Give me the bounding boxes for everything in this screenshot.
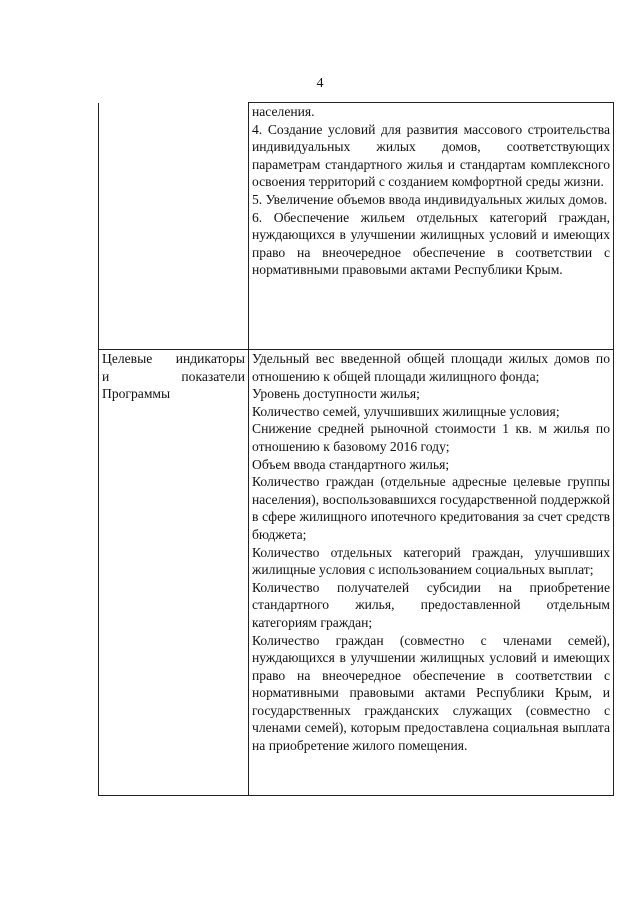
label-word: и	[102, 368, 110, 384]
label-line	[102, 350, 245, 368]
list-item: населения.	[252, 104, 315, 119]
content-cell-tasks	[249, 103, 614, 350]
label-cell-indicators	[99, 350, 249, 796]
list-item: Удельный вес введенной общей площади жилых домов по отношению к общей площади жилищного фонда;	[252, 351, 610, 384]
list-item: Количество отдельных категорий граждан, улучшивших жилищные условия с использованием социальных выплат;	[252, 544, 610, 578]
list-item: Количество граждан (совместно с членами семей), нуждающихся в улучшении жилищных условий и имеющих право на внеочередное обеспечение в соответствии с нормативными правовыми актами Республики Крым, и государственных гражданских служащих (совместно с членами семей), которым предоставлена социальная выплата на приобретение жилого помещения.	[252, 632, 610, 754]
label-word: показатели	[181, 368, 245, 384]
label-word: индикаторы	[175, 351, 245, 366]
list-item: 4. Создание условий для развития массового строительства индивидуальных жилых домов, соответствующих параметрам стандартного жилья и стандартам комплексного освоения территорий с созданием комфортной среды жизни.	[252, 121, 610, 190]
label-word: Целевые	[102, 351, 153, 366]
list-item: 6. Обеспечение жильем отдельных категорий граждан, нуждающихся в улучшении жилищных условий и имеющих право на внеочередное обеспечение в соответствии с нормативными правовыми актами Республики Крым.	[252, 209, 610, 278]
content-cell-indicators	[249, 350, 614, 796]
list-item: Объем ввода стандартного жилья;	[252, 456, 450, 472]
table-row-indicators	[99, 350, 614, 796]
list-item: Количество получателей субсидии на приобретение стандартного жилья, предоставленной отдельным категориям граждан;	[252, 579, 610, 630]
list-item: Снижение средней рыночной стоимости 1 кв. м жилья по отношению к базовому 2016 году;	[252, 421, 610, 454]
label-line	[102, 368, 245, 386]
label-line: Программы	[102, 386, 171, 402]
page-number: 4	[316, 76, 324, 91]
program-passport-table	[98, 102, 614, 796]
list-item: 5. Увеличение объемов ввода индивидуальных жилых домов.	[252, 191, 608, 207]
table-row-continuation	[99, 103, 614, 350]
list-item: Количество семей, улучшивших жилищные условия;	[252, 403, 560, 419]
list-item: Количество граждан (отдельные адресные целевые группы населения), воспользовавшихся государственной поддержкой в сфере жилищного ипотечного кредитования за счет средств бюджета;	[252, 474, 610, 542]
list-item: Уровень доступности жилья;	[252, 386, 420, 402]
label-cell-empty	[99, 103, 249, 350]
